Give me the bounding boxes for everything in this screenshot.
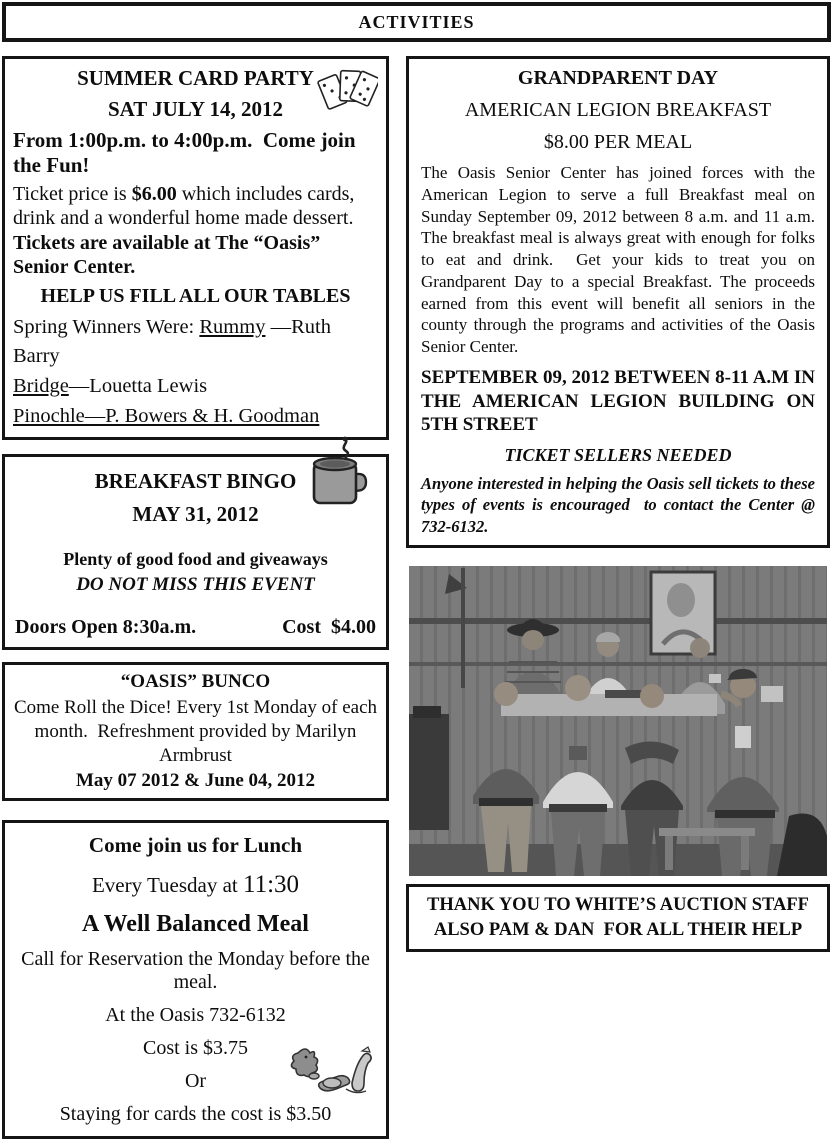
card-party-time-line: From 1:00p.m. to 4:00p.m. Come join the Fun! — [13, 128, 361, 177]
right-column — [406, 56, 830, 1139]
lunch-box — [2, 820, 389, 1139]
grandparent-body: The Oasis Senior Center has joined forces with the American Legion to serve a full Breakfast meal on Sunday September 09, 2012 between 8 a.m. and 11 a.m. The breakfast meal is always great with enough for folks to eat and drink. Get your kids to treat you on Grandparent Day to a special Breakfast. The proceeds earned from this event will benefit all seniors in the county through the programs and activities of the Oasis Senior Center. — [421, 163, 820, 356]
card-party-date: SAT JULY 14, 2012 — [107, 97, 284, 121]
rummy-label: Rummy — [199, 315, 266, 338]
lunch-cards-cost-line: Staying for cards the cost is $3.50 — [59, 1102, 332, 1125]
thank-you-box — [406, 884, 830, 952]
lunch-title: Come join us for Lunch — [88, 832, 303, 857]
ticket-price-text: Ticket price is — [13, 183, 132, 205]
bridge-winner: —Louetta Lewis — [68, 375, 208, 397]
ticket-sellers-body: Anyone interested in helping the Oasis sell tickets to these types of events is encouraged to contact the Center @ 732-6132. — [421, 474, 820, 536]
oasis-bunco-box — [2, 662, 389, 800]
pinochle-line: Pinochle—P. Bowers & H. Goodman — [13, 404, 320, 427]
bridge-label: Bridge — [13, 375, 69, 397]
card-party-body — [13, 182, 378, 280]
ticket-sellers-heading: TICKET SELLERS NEEDED — [504, 445, 732, 465]
ticket-includes-text: which includes cards, drink and a wonderful home made dessert. — [13, 183, 355, 230]
lunch-cost-line: Cost is $3.75 — [142, 1036, 249, 1059]
lunch-schedule — [13, 871, 378, 899]
lunch-schedule-text: Every Tuesday at — [91, 872, 244, 897]
bunco-title: “OASIS” BUNCO — [120, 671, 271, 693]
grandparent-when-where: SEPTEMBER 09, 2012 BETWEEN 8-11 A.M IN THE AMERICAN LEGION BUILDING ON 5TH STREET — [421, 366, 815, 436]
activities-header — [2, 2, 831, 42]
card-party-title: SUMMER CARD PARTY — [77, 66, 314, 90]
summer-card-party-box — [2, 56, 389, 440]
critter-clipart-icon — [284, 1043, 376, 1108]
lunch-time: 11:30 — [243, 870, 300, 898]
bingo-cost: Cost $4.00 — [282, 616, 376, 639]
lunch-or-line: Or — [184, 1069, 207, 1092]
breakfast-bingo-box — [2, 454, 389, 650]
bingo-tagline: Plenty of good food and giveaways — [63, 549, 328, 570]
winners-label: Spring Winners Were: — [13, 315, 200, 338]
content-columns — [2, 56, 831, 1139]
rummy-winner: —Ruth Barry — [13, 315, 331, 368]
bingo-footer — [15, 616, 376, 639]
thank-you-line2: ALSO PAM & DAN FOR ALL THEIR HELP — [433, 920, 803, 941]
group-photo — [409, 566, 827, 876]
lunch-meal-line: A Well Balanced Meal — [82, 910, 309, 937]
bingo-title: BREAKFAST BINGO — [94, 469, 297, 494]
page-title: ACTIVITIES — [358, 11, 475, 32]
lunch-phone-line: At the Oasis 732-6132 — [105, 1003, 286, 1026]
left-column — [2, 56, 389, 1139]
bunco-body: Come Roll the Dice! Every 1st Monday of each month. Refreshment provided by Marilyn Armbrust — [13, 697, 382, 766]
lunch-reservation-line: Call for Reservation the Monday before the meal. — [21, 947, 370, 993]
ticket-price-value: $6.00 — [131, 183, 177, 205]
bingo-date: MAY 31, 2012 — [132, 502, 259, 527]
coffee-mug-icon — [306, 435, 378, 524]
grandparent-price: $8.00 PER MEAL — [543, 131, 693, 153]
grandparent-day-box — [406, 56, 830, 548]
thank-you-line1: THANK YOU TO WHITE’S AUCTION STAFF — [427, 895, 809, 916]
playing-cards-icon — [316, 65, 378, 126]
bingo-doors-open: Doors Open 8:30a.m. — [15, 616, 197, 639]
card-party-subhead: HELP US FILL ALL OUR TABLES — [40, 284, 351, 307]
tickets-available-text: Tickets are available at The “Oasis” Senior Center. — [13, 231, 321, 279]
bingo-warning: DO NOT MISS THIS EVENT — [76, 574, 315, 596]
bunco-dates: May 07 2012 & June 04, 2012 — [75, 769, 316, 791]
grandparent-subtitle: AMERICAN LEGION BREAKFAST — [464, 99, 772, 121]
grandparent-title: GRANDPARENT DAY — [517, 67, 719, 89]
spring-winners-list — [13, 313, 378, 432]
